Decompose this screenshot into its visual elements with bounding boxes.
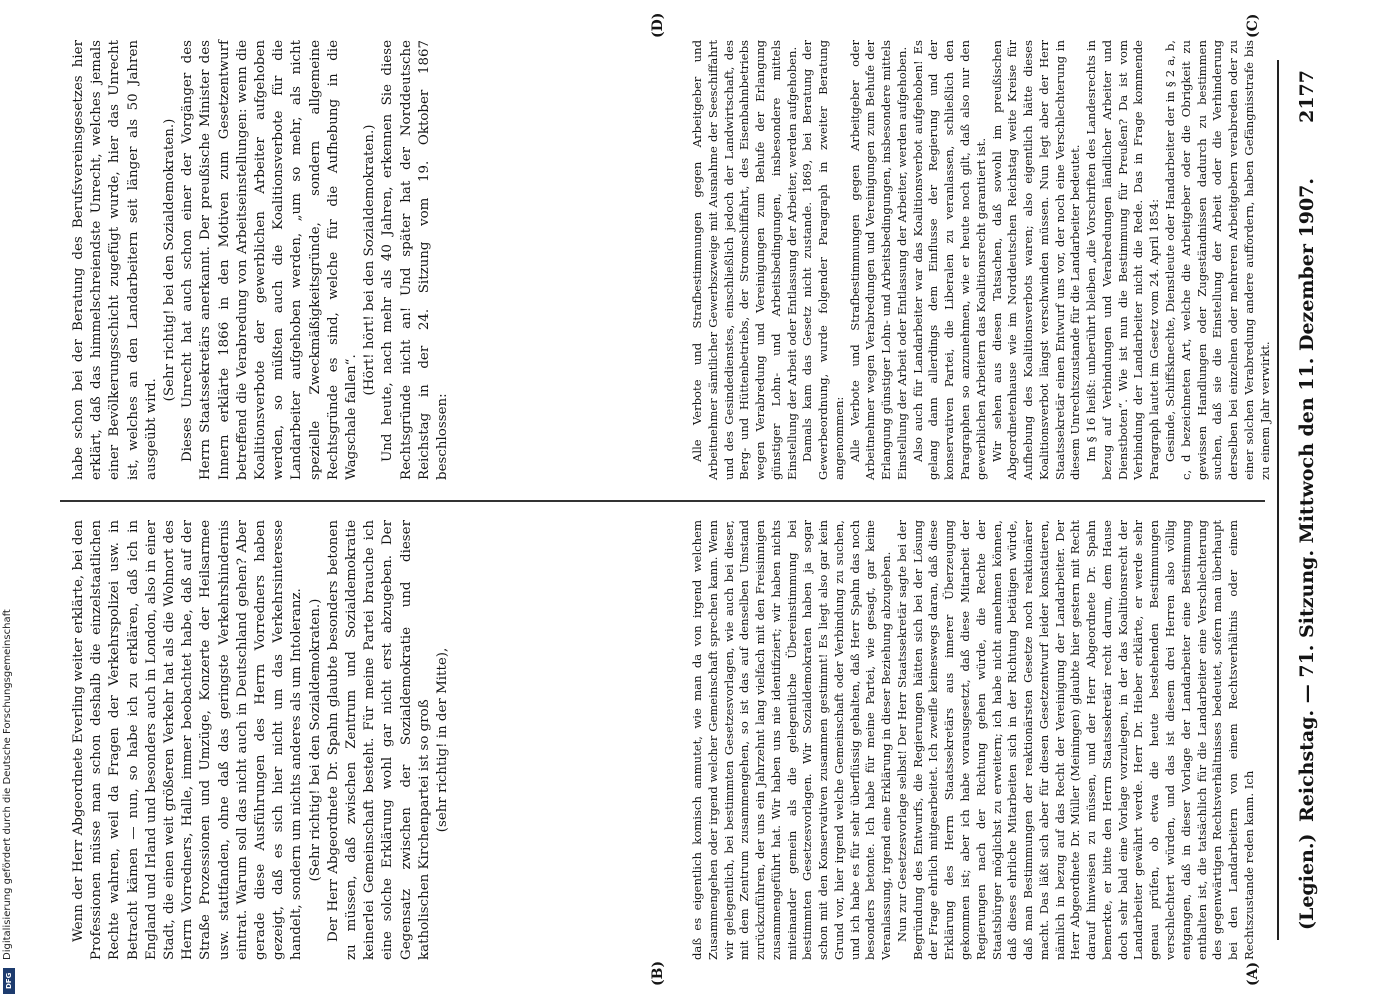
margin-mark-b: (B)	[650, 960, 666, 986]
interjection: (Hört! hört! bei den Sozialdemokraten.)	[362, 124, 378, 396]
right-column-upper	[70, 40, 452, 480]
paragraph: Damals kam das Gesetz nicht zustande. 1869, bei Beratung der Gewerbeordnung, wurde folgender Paragraph in zweiter Beratung angenommen:	[800, 40, 846, 480]
right-column-lower	[690, 40, 1273, 480]
margin-mark-c: (C)	[1245, 13, 1261, 38]
paragraph: Wir sehen aus diesen Tatsachen, daß sowohl im preußischen Abgeordnetenhause wie im Norddeutschen Reichstag weite Kreise für Aufhebung des Koalitionsverbots waren; also eigentlich hätte dieses Koalitionsverbot längst verschwinden müssen. Nun legt aber der Herr Staatssekretär einen Entwurf uns vor, der noch eine Verschlechterung in diesem Unrechtszustande für die Landarbeiter bedeutet.	[989, 40, 1083, 480]
side-note-wrapper	[2, 0, 16, 1000]
paragraph: Dieses Unrecht hat auch schon einer der Vorgänger des Herrn Staatssekretärs anerkannt. Der preußische Minister des Innern erklärte 1866 in den Motiven zum Gesetzentwurf betreffend die Verabredung von Arbeitseinstellungen: wenn die Koalitionsverbote der gewerblichen Arbeiter aufgehoben werden, so müßten auch die Koalitionsverbote für die Landarbeiter aufgehoben werden, „um so mehr, als nicht spezielle Zweckmäßigkeitsgründe, sondern allgemeine Rechtsgründe es sind, welche für die Aufhebung in die Wagschale fallen“.	[180, 40, 360, 480]
column-divider	[60, 501, 1265, 503]
speaker-name: (Legien.)	[1296, 833, 1318, 930]
paragraph: Und heute, nach mehr als 40 Jahren, erkennen Sie diese Rechtsgründe nicht an! Und später hat der Norddeutsche Reichstag in der 24. Sitzung vom 19. Oktober 1867 beschlossen:	[380, 40, 451, 480]
left-column-upper	[70, 520, 452, 960]
paragraph: daß es eigentlich komisch anmutet, wie man da von irgend welchem Zusammengehen oder irgend welcher Gemeinschaft sprechen kann. Wenn wir gelegentlich, bei bestimmten Gesetzesvorlagen, wie auch bei dieser, mit dem Zentrum zusammengehen, so ist das auf denselben Umstand zurückzuführen, der uns ein Jahrzehnt lang vielfach mit den Freisinnigen zusammengeführt hat. Wir haben uns nie identifiziert; wir haben nichts miteinander gemein als die gelegentliche Übereinstimmung bei bestimmten Gesetzesvorlagen. Wir Sozialdemokraten haben ja sogar schon mit den Konservativen zusammen gestimmt! Es liegt also gar kein Grund vor, hier irgend welche Gemeinschaft oder Verbindung zu suchen, und ich habe es für sehr überflüssig gehalten, daß Herr Spahn das noch besonders betonte. Ich habe für meine Partei, wie gesagt, gar keine Veranlassung, irgend eine Erklärung in dieser Beziehung abzugeben.	[690, 520, 894, 960]
paragraph: Wenn der Herr Abgeordnete Everling weiter erklärte, bei den Professionen müsse man schon deshalb die einzelstaatlichen Rechte wahren, weil da Fragen der Verkehrspolizei usw. in Betracht kämen — nun, so habe ich zu erklären, daß ich in England und Irland und besonders auch in London, also in einer Stadt, die einen weit größeren Verkehr hat als die Wohnort des Herrn Vorredners, Halle, immer beobachtet habe, daß auf der Straße Prozessionen und Umzüge, Konzerte der Heilsarmee usw. stattfanden, ohne daß das geringste Verkehrshindernis eintrat. Warum soll das nicht auch in Deutschland gehen? Aber gerade diese Ausführungen des Herrn Vorredners haben gezeigt, daß es sich hier nicht um das Verkehrsinteresse handelt, sondern um nichts anderes als um Intoleranz.	[71, 520, 305, 960]
page-title: Reichstag. — 71. Sitzung. Mittwoch den 11. Dezember 1907.	[1296, 177, 1318, 823]
paragraph: Also auch für Landarbeiter war das Koalitionsverbot aufgehoben! Es gelang dann allerdings dem Einflusse der Regierung und der konservativen Partei, die Liberalen zu veranlassen, schließlich den Paragraphen so anzunehmen, wie er heute noch gilt, daß also nur den gewerblichen Arbeitern das Koalitionsrecht garantiert ist.	[910, 40, 988, 480]
interjection: (Sehr richtig! bei den Sozialdemokraten.)	[307, 598, 323, 882]
quoted-paragraph: Alle Verbote und Strafbestimmungen gegen Arbeitgeber oder Arbeitnehmer wegen Verabredungen und Vereinigungen zum Behufe der Erlangung günstiger Lohn- und Arbeitsbedingungen, insbesondere mittels Einstellung der Arbeit oder Entlassung der Arbeiter, werden aufgehoben.	[847, 40, 909, 480]
paragraph: Der Herr Abgeordnete Dr. Spahn glaubte besonders betonen zu müssen, daß zwischen Zentrum und Sozialdemokratie keinerlei Gemeinschaft besteht. Für meine Partei brauche ich eine solche Erklärung wohl gar nicht erst abzugeben. Der Gegensatz zwischen der Sozialdemokratie und dieser katholischen Kirchenpartei ist so groß	[325, 520, 432, 960]
digitization-note: Digitalisierung gefördert durch die Deutsche Forschungsgemeinschaft	[2, 609, 13, 960]
left-column-lower	[690, 520, 1258, 960]
paragraph: Nun zur Gesetzesvorlage selbst! Der Herr Staatssekretär sagte bei der Begründung des Entwurfs, die Regierungen hätten sich bei der Lösung der Frage ehrlich mitgearbeitet. Ich zweifle keineswegs daran, daß diese Erklärung des Herrn Staatssekretärs aus innerer Überzeugung gekommen ist; aber ich habe vorausgesetzt, daß diese Mitarbeit der Regierungen nach der Richtung gehen würde, die Rechte der Staatsbürger möglichst zu erweitern; ich habe nicht annehmen können, daß dieses ehrliche Mitarbeiten sich in der Richtung betätigen würde, daß man Bestimmungen der reaktionärsten Gesetze noch reaktionärer macht. Das läßt sich aber für diesen Gesetzentwurf leider konstatieren, nämlich in bezug auf das Recht der Vereinigung der Landarbeiter. Der Herr Abgeordnete Dr. Müller (Meiningen) glaubte hier gestern mit Recht darauf hinweisen zu müssen, und der Herr Abgeordnete Dr. Spahn bemerkte, er bitte den Herrn Staatssekretär recht darum, dem Hause doch sehr bald eine Vorlage vorzulegen, in der das Koalitionsrecht der Landarbeiter gewährt werde. Herr Dr. Hieber erklärte, er werde sehr genau prüfen, ob etwa die heute bestehenden Bestimmungen verschlechtert würden, und das ist diesem drei Herren also völlig entgangen, daß in dieser Vorlage der Landarbeiter eine Bestimmung enthalten ist, die tatsächlich für die Landarbeiter eine Verschlechterung des gegenwärtigen Rechtsverhältnisses bedeutet, sofern man überhaupt bei den Landarbeitern von einem Rechtsverhältnis oder einem Rechtszustande reden kann. Ich	[894, 520, 1256, 960]
page-header	[1288, 30, 1328, 970]
paragraph: Im § 16 heißt: unberührt bleiben „die Vorschriften des Landesrechts in bezug auf Verbindungen und Verabredungen ländlicher Arbeiter und Dienstboten“. Wie ist nun die Bestimmung für Preußen? Da ist vom Verbindung der Landarbeiter nicht die Rede. Das in Frage kommende Paragraph lautet im Gesetz vom 24. April 1854:	[1084, 40, 1162, 480]
dfg-logo: DFG	[3, 968, 15, 994]
margin-mark-a: (A)	[1245, 961, 1261, 986]
header-rule	[1277, 60, 1279, 940]
paragraph: habe schon bei der Beratung des Berufsvereinsgesetzes hier erklärt, daß das himmelschreiendste Unrecht, welches jemals einer Bevölkerungsschicht zugefügt wurde, hier das Unrecht ist, welches an den Landarbeitern seit länger als 50 Jahren ausgeübt wird.	[71, 40, 159, 480]
quoted-paragraph: Gesinde, Schiffsknechte, Dienstleute oder Handarbeiter der in § 2 a, b, c, d bezeichneten Art, welche die Arbeitgeber oder die Obrigkeit zu gewissen Handlungen oder Zugeständnissen dadurch zu bestimmen suchen, daß sie die Einstellung der Arbeit oder die Verhinderung derselben bei einzelnen oder mehreren Arbeitgebern verabreden oder zu einer solchen Verabredung andere auffordern, haben Gefängnisstrafe bis zu einem Jahr verwirkt.	[1162, 40, 1272, 480]
interjection: (sehr richtig! in der Mitte),	[435, 647, 451, 833]
margin-mark-d: (D)	[650, 12, 666, 38]
page-number: 2177	[1296, 70, 1318, 123]
quoted-paragraph: Alle Verbote und Strafbestimmungen gegen Arbeitgeber und Arbeitnehmer sämtlicher Gewerbszweige mit Ausnahme der Seeschiffahrt und des Gesindedienstes, einschließlich jedoch der Landwirtschaft, des Berg- und Hüttenbetriebs, der Stromschiffahrt, des Eisenbahnbetriebs wegen Verabredung und Vereinigungen zum Behufe der Erlangung günstiger Lohn- und Arbeitsbedingungen, insbesondere mittels Einstellung der Arbeit oder Entlassung der Arbeiter, werden aufgehoben.	[690, 40, 799, 480]
interjection: (Sehr richtig! bei den Sozialdemokraten.)	[162, 118, 178, 402]
